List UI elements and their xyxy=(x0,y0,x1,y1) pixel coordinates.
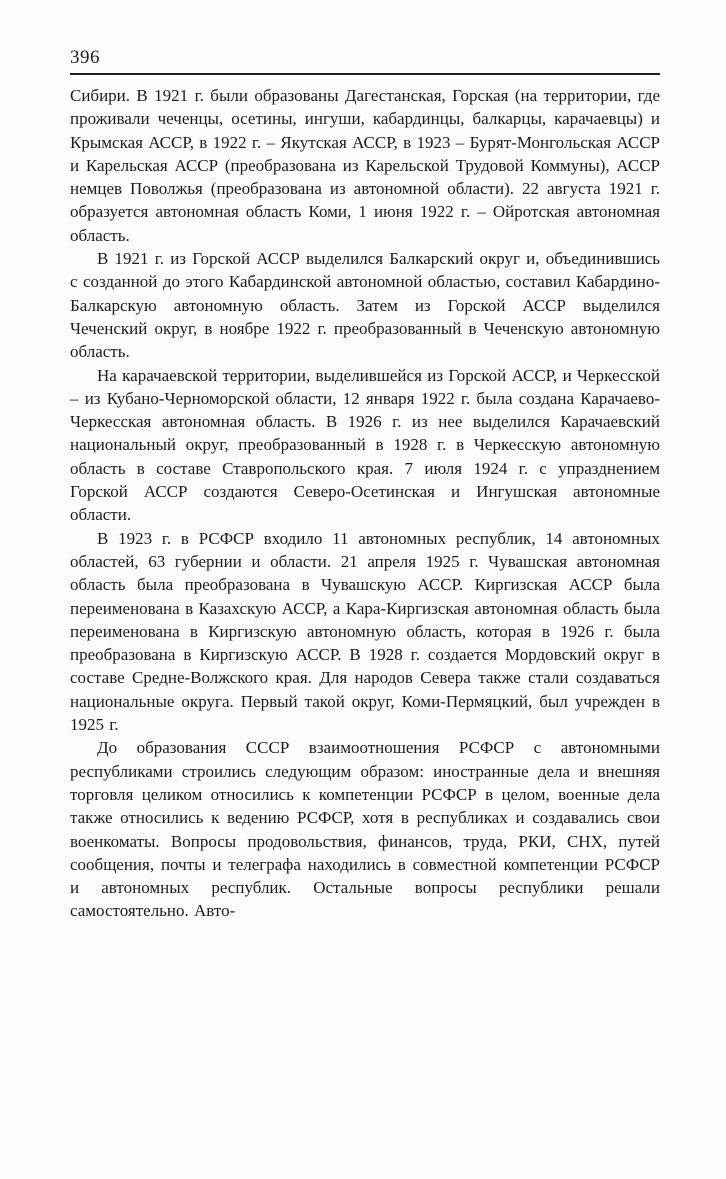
page-header xyxy=(70,48,660,75)
paragraph: До образования СССР взаимоотношения РСФСР с автономными республиками строились следующим образом: иностранные дела и внешняя торговля целиком относились к компетенции РСФСР в целом, военные дела также относились к ведению РСФСР, хотя в республиках и создавались свои военкоматы. Вопросы продовольствия, финансов, труда, РКИ, СНХ, путей сообщения, почты и телеграфа находились в совместной компетенции РСФСР и автономных республик. Остальные вопросы республики решали самостоятельно. Авто- xyxy=(70,738,660,921)
paragraph-continuation: Сибири. В 1921 г. были образованы Дагестанская, Горская (на территории, где проживали чеченцы, осетины, ингуши, кабардинцы, балкарцы, карачаевцы) и Крымская АССР, в 1922 г. – Якутская АССР, в 1923 – Бурят-Монгольская АССР и Карельская АССР (преобразована из Карельской Трудовой Коммуны), АССР немцев Поволжья (преобразована из автономной области). 22 августа 1921 г. образуется автономная область Коми, 1 июня 1922 г. – Ойротская автономная область. xyxy=(70,86,660,245)
header-divider xyxy=(70,73,660,75)
page-content xyxy=(70,48,660,923)
page-number: 396 xyxy=(70,47,100,68)
paragraph: В 1923 г. в РСФСР входило 11 автономных республик, 14 автономных областей, 63 губернии и области. 21 апреля 1925 г. Чувашская автономная область была преобразована в Чувашскую АССР. Киргизская АССР была переименована в Казахскую АССР, а Кара-Киргизская автономная область была переименована в Киргизскую автономную область, которая в 1926 г. была преобразована в Киргизскую АССР. В 1928 г. создается Мордовский округ в составе Средне-Волжского края. Для народов Севера также стали создаваться национальные округа. Первый такой округ, Коми-Пермяцкий, был учрежден в 1925 г. xyxy=(70,528,660,735)
paragraph: В 1921 г. из Горской АССР выделился Балкарский округ и, объединившись с созданной до этого Кабардинской автономной областью, составил Кабардино-Балкарскую автономную область. Затем из Горской АССР выделился Чеченский округ, в ноябре 1922 г. преобразованный в Чеченскую автономную область. xyxy=(70,249,660,362)
page-text xyxy=(70,84,660,923)
paragraph: На карачаевской территории, выделившейся из Горской АССР, и Черкесской – из Кубано-Черноморской области, 12 января 1922 г. была создана Карачаево-Черкесская автономная область. В 1926 г. из нее выделился Карачаевский национальный округ, преобразованный в 1928 г. в Черкесскую автономную область в составе Ставропольского края. 7 июля 1924 г. с упразднением Горской АССР создаются Северо-Осетинская и Ингушская автономные области. xyxy=(70,365,660,525)
